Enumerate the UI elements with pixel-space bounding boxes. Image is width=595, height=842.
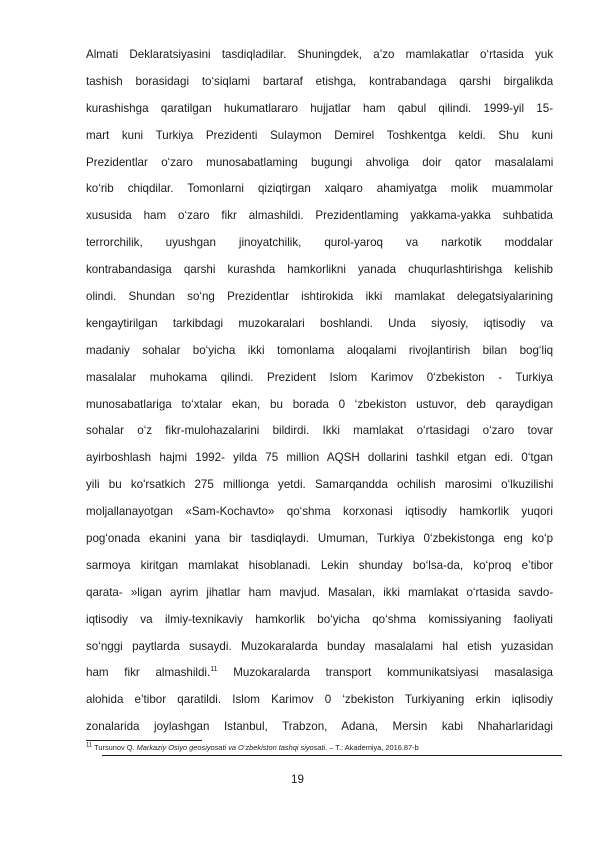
text-line: kurashishga qaratilgan hukumatlararo hujjatlar ham qabul qilindi. 1999-yil 15- [86, 101, 553, 115]
text-line: mart kuni Turkiya Prezidenti Sulaymon Demirel Toshkentga keldi. Shu kuni [86, 128, 553, 142]
text-line: tashish borasidagi to‘siqlami bartaraf etishga, kontrabandaga qarshi birgalikda [86, 74, 553, 88]
footnote-author: Tursunov Q. [92, 743, 137, 752]
text-line: moljallanayotgan «Sam-Kochavto» qo‘shma korxonasi iqtisodiy hamkorlik yuqori [86, 505, 553, 519]
text-line: madaniy sohalar bo‘yicha ikki tomonlama aloqalami rivojlantirish bilan bog‘liq [86, 343, 553, 357]
text-line: qarata- »ligan ayrim jihatlar ham mavjud. Masalan, ikki mamlakat o‘rtasida savdo- [86, 585, 553, 599]
text-line-with-footnote-ref [86, 660, 553, 687]
text-segment: ham fikr almashildi. [86, 666, 211, 680]
text-line: zonalarida joylashgan Istanbul, Trabzon, Adana, Mersin kabi Nhaharlaridagi [86, 720, 553, 734]
text-line: sohalar o‘z fikr-mulohazalarini bildirdi. Ikki mamlakat o‘rtasidagi o‘zaro tovar [86, 424, 553, 438]
text-line: pog‘onada ekanini yana bir tasdiqlaydi. Umuman, Turkiya 0‘zbekistonga eng ko‘p [86, 532, 553, 546]
page-number: 19 [291, 773, 304, 786]
text-line: xususida ham o‘zaro fikr almashildi. Prezidentlaming yakkama-yakka suhbatida [86, 209, 553, 223]
text-line: yili bu ko'rsatkich 275 millionga yetdi. Samarqandda ochilish marosimi o‘lkuzilishi [86, 478, 553, 492]
footnote-title: Markaziy Osiyo geosiyosati va O‘zbekiston tashqi siyosati [136, 743, 326, 752]
footnote-underline [102, 755, 562, 756]
text-line: so‘nggi paytlarda susaydi. Muzokaralarda bunday masalalami hal etish yuzasidan [86, 639, 553, 653]
text-line: ayirboshlash hajmi 1992- yilda 75 million AQSH dollarini tashkil etgan edi. 0‘tgan [86, 451, 553, 465]
text-line: olindi. Shundan so‘ng Prezidentlar ishtirokida ikki mamlakat delegatsiyalarining [86, 290, 553, 304]
footnote-number: 11 [86, 742, 93, 749]
footnote [86, 741, 562, 755]
text-line: Prezidentlar o‘zaro munosabatlaming bugungi ahvoliga doir qator masalalami [86, 155, 553, 169]
body-text [86, 42, 553, 741]
text-line: alohida e’tibor qaratildi. Islom Karimov 0 ‘zbekiston Turkiyaning erkin iqlisodiy [86, 693, 553, 707]
text-line: ko‘rib chiqdilar. Tomonlarni qiziqtirgan xalqaro ahamiyatga molik muammolar [86, 182, 553, 196]
text-line: munosabatlariga to‘xtalar ekan, bu borada 0 ‘zbekiston ustuvor, deb qaraydigan [86, 397, 553, 411]
text-line: sarmoya kiritgan mamlakat hisoblanadi. Lekin shunday bo‘lsa-da, ko‘proq e’tibor [86, 558, 553, 572]
text-line: iqtisodiy va ilmiy-texnikaviy hamkorlik bo‘yicha qo‘shma komissiyaning faoliyati [86, 612, 553, 626]
text-line: kengaytirilgan tarkibdagi muzokaralari boshlandi. Unda siyosiy, iqtisodiy va [86, 316, 553, 330]
text-line: terrorchilik, uyushgan jinoyatchilik, qurol-yaroq va narkotik moddalar [86, 236, 553, 250]
footnote-publication: . – T.: Akademiya, 2016.87-b [325, 743, 419, 752]
text-line: Almati Deklaratsiyasini tasdiqladilar. Shuningdek, a’zo mamlakatlar o‘rtasida yuk [86, 48, 553, 61]
footnote-ref-marker[interactable]: 11 [210, 666, 218, 674]
text-segment: Muzokaralarda transport kommunikatsiyasi masalasiga [217, 666, 553, 680]
text-line: masalalar muhokama qilindi. Prezident Islom Karimov 0‘zbekiston - Turkiya [86, 370, 553, 384]
text-line: kontrabandasiga qarshi kurashda hamkorlikni yanada chuqurlashtirishga kelishib [86, 263, 553, 277]
